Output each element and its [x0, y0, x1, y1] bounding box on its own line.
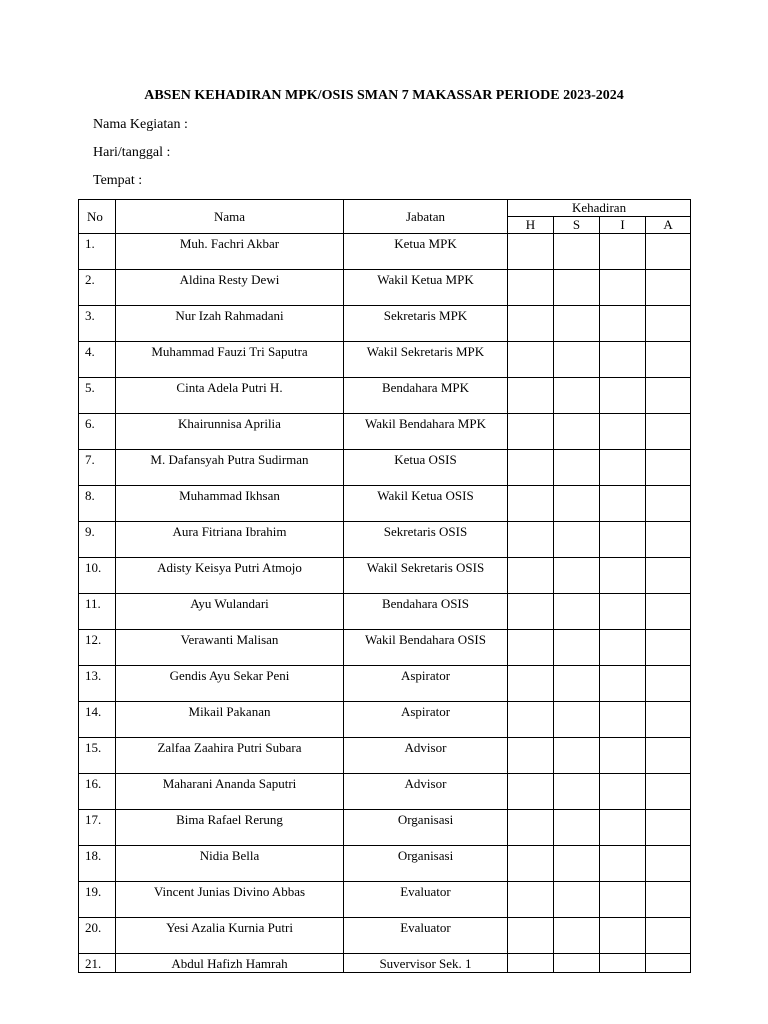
attendance-cell-s: [554, 630, 600, 666]
row-jabatan: Advisor: [344, 774, 508, 810]
row-jabatan: Suvervisor Sek. 1: [344, 954, 508, 973]
row-nama: M. Dafansyah Putra Sudirman: [116, 450, 344, 486]
attendance-cell-i: [600, 810, 646, 846]
row-nama: Muhammad Ikhsan: [116, 486, 344, 522]
table-row: [79, 918, 691, 954]
attendance-cell-i: [600, 378, 646, 414]
row-no: 18.: [79, 846, 116, 882]
attendance-cell-h: [508, 846, 554, 882]
row-no: 5.: [79, 378, 116, 414]
row-jabatan: Sekretaris OSIS: [344, 522, 508, 558]
table-row: [79, 234, 691, 270]
row-nama: Khairunnisa Aprilia: [116, 414, 344, 450]
attendance-cell-a: [646, 414, 691, 450]
row-no: 14.: [79, 702, 116, 738]
header-h: H: [508, 217, 554, 234]
table-row: [79, 738, 691, 774]
attendance-cell-s: [554, 342, 600, 378]
header-kehadiran: Kehadiran: [508, 200, 691, 217]
field-hari-tanggal: Hari/tanggal :: [93, 145, 171, 160]
header-no: No: [79, 200, 116, 234]
field-tempat: Tempat :: [93, 173, 143, 188]
attendance-cell-i: [600, 882, 646, 918]
row-jabatan: Ketua MPK: [344, 234, 508, 270]
row-jabatan: Advisor: [344, 738, 508, 774]
row-no: 7.: [79, 450, 116, 486]
row-no: 10.: [79, 558, 116, 594]
attendance-cell-a: [646, 558, 691, 594]
row-no: 13.: [79, 666, 116, 702]
row-no: 20.: [79, 918, 116, 954]
attendance-cell-a: [646, 522, 691, 558]
row-nama: Muhammad Fauzi Tri Saputra: [116, 342, 344, 378]
attendance-cell-h: [508, 774, 554, 810]
row-jabatan: Organisasi: [344, 810, 508, 846]
row-jabatan: Bendahara MPK: [344, 378, 508, 414]
row-no: 11.: [79, 594, 116, 630]
table-row: [79, 486, 691, 522]
attendance-cell-i: [600, 666, 646, 702]
row-no: 9.: [79, 522, 116, 558]
attendance-cell-s: [554, 522, 600, 558]
attendance-cell-a: [646, 378, 691, 414]
attendance-cell-h: [508, 882, 554, 918]
attendance-cell-i: [600, 594, 646, 630]
attendance-cell-a: [646, 918, 691, 954]
attendance-cell-h: [508, 954, 554, 973]
attendance-cell-i: [600, 306, 646, 342]
attendance-cell-i: [600, 486, 646, 522]
row-jabatan: Evaluator: [344, 918, 508, 954]
attendance-cell-a: [646, 234, 691, 270]
row-jabatan: Wakil Bendahara OSIS: [344, 630, 508, 666]
row-nama: Vincent Junias Divino Abbas: [116, 882, 344, 918]
row-nama: Nidia Bella: [116, 846, 344, 882]
row-nama: Verawanti Malisan: [116, 630, 344, 666]
attendance-cell-s: [554, 594, 600, 630]
attendance-cell-a: [646, 666, 691, 702]
table-row: [79, 774, 691, 810]
row-no: 4.: [79, 342, 116, 378]
attendance-cell-s: [554, 702, 600, 738]
attendance-cell-a: [646, 882, 691, 918]
attendance-cell-h: [508, 378, 554, 414]
attendance-cell-i: [600, 450, 646, 486]
attendance-cell-h: [508, 810, 554, 846]
attendance-cell-i: [600, 234, 646, 270]
attendance-cell-a: [646, 270, 691, 306]
row-no: 6.: [79, 414, 116, 450]
attendance-cell-i: [600, 702, 646, 738]
attendance-cell-a: [646, 702, 691, 738]
attendance-cell-h: [508, 594, 554, 630]
attendance-cell-i: [600, 630, 646, 666]
row-nama: Maharani Ananda Saputri: [116, 774, 344, 810]
attendance-cell-h: [508, 666, 554, 702]
attendance-cell-i: [600, 954, 646, 973]
attendance-cell-s: [554, 738, 600, 774]
attendance-cell-h: [508, 630, 554, 666]
row-no: 2.: [79, 270, 116, 306]
row-jabatan: Evaluator: [344, 882, 508, 918]
table-row: [79, 342, 691, 378]
attendance-cell-s: [554, 810, 600, 846]
attendance-cell-a: [646, 306, 691, 342]
header-s: S: [554, 217, 600, 234]
attendance-cell-s: [554, 378, 600, 414]
header-nama: Nama: [116, 200, 344, 234]
table-row: [79, 882, 691, 918]
attendance-cell-a: [646, 342, 691, 378]
row-nama: Mikail Pakanan: [116, 702, 344, 738]
row-no: 12.: [79, 630, 116, 666]
attendance-table: [78, 199, 691, 973]
attendance-cell-a: [646, 450, 691, 486]
attendance-cell-a: [646, 846, 691, 882]
attendance-cell-h: [508, 270, 554, 306]
row-no: 16.: [79, 774, 116, 810]
attendance-cell-h: [508, 522, 554, 558]
attendance-cell-s: [554, 270, 600, 306]
row-jabatan: Wakil Bendahara MPK: [344, 414, 508, 450]
attendance-cell-i: [600, 846, 646, 882]
attendance-cell-i: [600, 414, 646, 450]
attendance-cell-h: [508, 450, 554, 486]
row-jabatan: Sekretaris MPK: [344, 306, 508, 342]
row-nama: Muh. Fachri Akbar: [116, 234, 344, 270]
attendance-cell-h: [508, 702, 554, 738]
table-row: [79, 954, 691, 973]
row-jabatan: Aspirator: [344, 702, 508, 738]
attendance-cell-s: [554, 306, 600, 342]
row-jabatan: Organisasi: [344, 846, 508, 882]
row-nama: Adisty Keisya Putri Atmojo: [116, 558, 344, 594]
attendance-cell-a: [646, 486, 691, 522]
row-nama: Abdul Hafizh Hamrah: [116, 954, 344, 973]
attendance-cell-s: [554, 414, 600, 450]
table-row: [79, 558, 691, 594]
row-nama: Gendis Ayu Sekar Peni: [116, 666, 344, 702]
attendance-cell-i: [600, 918, 646, 954]
row-nama: Nur Izah Rahmadani: [116, 306, 344, 342]
table-row: [79, 450, 691, 486]
row-jabatan: Ketua OSIS: [344, 450, 508, 486]
row-no: 15.: [79, 738, 116, 774]
table-row: [79, 594, 691, 630]
row-nama: Bima Rafael Rerung: [116, 810, 344, 846]
attendance-cell-a: [646, 774, 691, 810]
field-nama-kegiatan: Nama Kegiatan :: [93, 117, 188, 132]
attendance-cell-a: [646, 594, 691, 630]
attendance-cell-s: [554, 450, 600, 486]
attendance-cell-i: [600, 342, 646, 378]
row-jabatan: Aspirator: [344, 666, 508, 702]
attendance-cell-h: [508, 306, 554, 342]
header-i: I: [600, 217, 646, 234]
attendance-cell-s: [554, 558, 600, 594]
attendance-cell-i: [600, 738, 646, 774]
document-title: ABSEN KEHADIRAN MPK/OSIS SMAN 7 MAKASSAR PERIODE 2023-2024: [144, 88, 624, 103]
attendance-cell-s: [554, 882, 600, 918]
attendance-cell-s: [554, 918, 600, 954]
table-row: [79, 630, 691, 666]
attendance-cell-a: [646, 630, 691, 666]
header-jabatan: Jabatan: [344, 200, 508, 234]
table-row: [79, 846, 691, 882]
table-row: [79, 522, 691, 558]
table-row: [79, 702, 691, 738]
row-nama: Yesi Azalia Kurnia Putri: [116, 918, 344, 954]
attendance-cell-i: [600, 558, 646, 594]
attendance-cell-i: [600, 774, 646, 810]
row-nama: Zalfaa Zaahira Putri Subara: [116, 738, 344, 774]
attendance-cell-h: [508, 486, 554, 522]
attendance-cell-s: [554, 486, 600, 522]
attendance-cell-s: [554, 234, 600, 270]
attendance-cell-h: [508, 342, 554, 378]
row-nama: Cinta Adela Putri H.: [116, 378, 344, 414]
attendance-cell-h: [508, 414, 554, 450]
attendance-cell-s: [554, 666, 600, 702]
row-no: 19.: [79, 882, 116, 918]
row-nama: Aura Fitriana Ibrahim: [116, 522, 344, 558]
row-jabatan: Wakil Sekretaris OSIS: [344, 558, 508, 594]
attendance-cell-h: [508, 918, 554, 954]
row-no: 3.: [79, 306, 116, 342]
row-jabatan: Wakil Sekretaris MPK: [344, 342, 508, 378]
table-row: [79, 270, 691, 306]
attendance-cell-a: [646, 810, 691, 846]
attendance-cell-h: [508, 738, 554, 774]
table-row: [79, 378, 691, 414]
attendance-cell-a: [646, 954, 691, 973]
header-a: A: [646, 217, 691, 234]
row-jabatan: Bendahara OSIS: [344, 594, 508, 630]
row-no: 1.: [79, 234, 116, 270]
attendance-cell-s: [554, 954, 600, 973]
table-row: [79, 810, 691, 846]
row-no: 21.: [79, 954, 116, 973]
attendance-cell-h: [508, 558, 554, 594]
attendance-cell-a: [646, 738, 691, 774]
attendance-cell-h: [508, 234, 554, 270]
table-row: [79, 306, 691, 342]
row-jabatan: Wakil Ketua OSIS: [344, 486, 508, 522]
attendance-cell-i: [600, 270, 646, 306]
table-row: [79, 414, 691, 450]
attendance-cell-i: [600, 522, 646, 558]
table-row: [79, 666, 691, 702]
row-nama: Aldina Resty Dewi: [116, 270, 344, 306]
attendance-cell-s: [554, 774, 600, 810]
row-nama: Ayu Wulandari: [116, 594, 344, 630]
row-no: 17.: [79, 810, 116, 846]
attendance-cell-s: [554, 846, 600, 882]
row-no: 8.: [79, 486, 116, 522]
row-jabatan: Wakil Ketua MPK: [344, 270, 508, 306]
